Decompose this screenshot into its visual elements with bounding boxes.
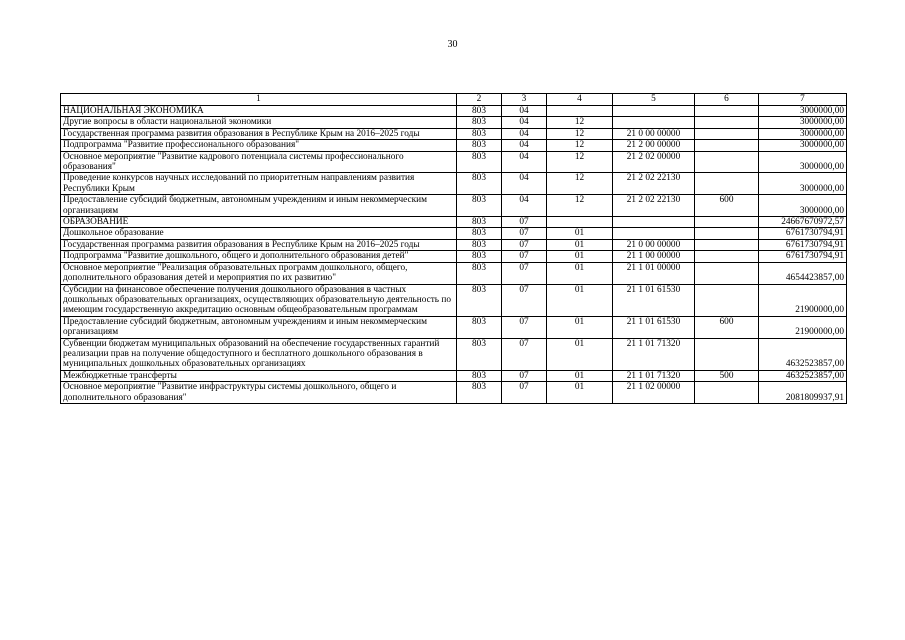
amount-cell: 4632523857,00 [759,370,847,381]
name-cell: Основное мероприятие "Развитие кадрового потенциала системы профессионального образования" [61,151,457,173]
name-cell: Подпрограмма "Развитие профессионального образования" [61,140,457,151]
expense-type-cell [695,382,759,404]
subsection-cell: 01 [547,370,613,381]
section-cell: 04 [502,106,547,117]
table-row [61,173,847,195]
expense-type-cell [695,117,759,128]
amount-cell: 3000000,00 [759,140,847,151]
section-cell: 04 [502,195,547,217]
header-row [61,94,847,106]
subsection-cell: 01 [547,338,613,370]
amount-cell: 6761730794,91 [759,228,847,239]
ved-cell: 803 [457,217,502,228]
name-cell: Дошкольное образование [61,228,457,239]
expense-type-cell [695,128,759,139]
amount-cell: 2081809937,91 [759,382,847,404]
subsection-cell: 01 [547,316,613,338]
target-article-cell: 21 2 02 00000 [613,151,695,173]
table-row [61,106,847,117]
expense-type-cell [695,106,759,117]
amount-cell: 4654423857,00 [759,262,847,284]
header-cell: 5 [613,94,695,106]
expense-type-cell: 600 [695,316,759,338]
table-row [61,251,847,262]
expense-type-cell: 600 [695,195,759,217]
section-cell: 07 [502,239,547,250]
section-cell: 07 [502,217,547,228]
table-row [61,239,847,250]
target-article-cell: 21 1 00 00000 [613,251,695,262]
ved-cell: 803 [457,106,502,117]
amount-cell: 6761730794,91 [759,251,847,262]
name-cell: Подпрограмма "Развитие дошкольного, общего и дополнительного образования детей" [61,251,457,262]
ved-cell: 803 [457,195,502,217]
subsection-cell: 01 [547,239,613,250]
target-article-cell [613,117,695,128]
table-row [61,382,847,404]
ved-cell: 803 [457,284,502,316]
target-article-cell [613,217,695,228]
amount-cell: 21900000,00 [759,316,847,338]
header-cell: 6 [695,94,759,106]
name-cell: Государственная программа развития образования в Республике Крым на 2016–2025 годы [61,128,457,139]
name-cell: Субсидии на финансовое обеспечение получения дошкольного образования в частных дошкольных образовательных организациях, осуществляющих образовательную деятельность по имеющим государственную аккредитацию основным общеобразовательным программам [61,284,457,316]
name-cell: Межбюджетные трансферты [61,370,457,381]
name-cell: Проведение конкурсов научных исследований по приоритетным направлениям развития Республики Крым [61,173,457,195]
expense-type-cell: 500 [695,370,759,381]
ved-cell: 803 [457,151,502,173]
name-cell: НАЦИОНАЛЬНАЯ ЭКОНОМИКА [61,106,457,117]
section-cell: 04 [502,173,547,195]
table-row [61,140,847,151]
amount-cell: 6761730794,91 [759,239,847,250]
target-article-cell: 21 0 00 00000 [613,239,695,250]
section-cell: 07 [502,251,547,262]
section-cell: 07 [502,284,547,316]
target-article-cell: 21 0 00 00000 [613,128,695,139]
target-article-cell: 21 2 00 00000 [613,140,695,151]
target-article-cell: 21 1 01 71320 [613,370,695,381]
name-cell: Основное мероприятие "Реализация образовательных программ дошкольного, общего, дополнительного образования детей и мероприятия по их развитию" [61,262,457,284]
header-cell: 2 [457,94,502,106]
section-cell: 04 [502,117,547,128]
expense-type-cell [695,262,759,284]
ved-cell: 803 [457,128,502,139]
amount-cell: 3000000,00 [759,173,847,195]
target-article-cell: 21 1 01 00000 [613,262,695,284]
subsection-cell: 01 [547,228,613,239]
table-row [61,151,847,173]
section-cell: 07 [502,228,547,239]
target-article-cell: 21 2 02 22130 [613,195,695,217]
section-cell: 07 [502,262,547,284]
name-cell: Государственная программа развития образования в Республике Крым на 2016–2025 годы [61,239,457,250]
ved-cell: 803 [457,239,502,250]
name-cell: Другие вопросы в области национальной экономики [61,117,457,128]
subsection-cell: 01 [547,382,613,404]
subsection-cell: 12 [547,117,613,128]
table-row [61,370,847,381]
subsection-cell: 12 [547,173,613,195]
expense-type-cell [695,239,759,250]
ved-cell: 803 [457,370,502,381]
table-row [61,117,847,128]
ved-cell: 803 [457,251,502,262]
expense-type-cell [695,140,759,151]
amount-cell: 3000000,00 [759,151,847,173]
section-cell: 07 [502,382,547,404]
expense-type-cell [695,284,759,316]
expense-type-cell [695,151,759,173]
name-cell: Субвенции бюджетам муниципальных образований на обеспечение государственных гарантий реализации прав на получение общедоступного и бесплатного дошкольного образования в муниципальных дошкольных образовательных организациях [61,338,457,370]
ved-cell: 803 [457,338,502,370]
expense-type-cell [695,338,759,370]
amount-cell: 24667670972,57 [759,217,847,228]
subsection-cell [547,106,613,117]
amount-cell: 3000000,00 [759,128,847,139]
section-cell: 04 [502,128,547,139]
subsection-cell: 01 [547,262,613,284]
ved-cell: 803 [457,382,502,404]
header-cell: 7 [759,94,847,106]
table-row [61,284,847,316]
section-cell: 07 [502,338,547,370]
ved-cell: 803 [457,316,502,338]
expense-type-cell [695,228,759,239]
subsection-cell: 12 [547,151,613,173]
subsection-cell: 01 [547,284,613,316]
name-cell: Предоставление субсидий бюджетным, автономным учреждениям и иным некоммерческим организациям [61,195,457,217]
target-article-cell: 21 2 02 22130 [613,173,695,195]
target-article-cell [613,228,695,239]
expense-type-cell [695,251,759,262]
table-row [61,338,847,370]
expense-type-cell [695,173,759,195]
table-row [61,128,847,139]
amount-cell: 3000000,00 [759,117,847,128]
header-cell: 3 [502,94,547,106]
subsection-cell [547,217,613,228]
ved-cell: 803 [457,117,502,128]
page-number: 30 [447,39,458,50]
name-cell: ОБРАЗОВАНИЕ [61,217,457,228]
target-article-cell [613,106,695,117]
table-row [61,228,847,239]
section-cell: 07 [502,370,547,381]
section-cell: 07 [502,316,547,338]
name-cell: Предоставление субсидий бюджетным, автономным учреждениям и иным некоммерческим организациям [61,316,457,338]
section-cell: 04 [502,140,547,151]
target-article-cell: 21 1 01 61530 [613,316,695,338]
ved-cell: 803 [457,173,502,195]
target-article-cell: 21 1 01 71320 [613,338,695,370]
subsection-cell: 01 [547,251,613,262]
table-row [61,262,847,284]
target-article-cell: 21 1 02 00000 [613,382,695,404]
header-cell: 4 [547,94,613,106]
ved-cell: 803 [457,228,502,239]
ved-cell: 803 [457,140,502,151]
amount-cell: 3000000,00 [759,106,847,117]
amount-cell: 3000000,00 [759,195,847,217]
subsection-cell: 12 [547,128,613,139]
section-cell: 04 [502,151,547,173]
budget-table [60,93,847,404]
header-cell: 1 [61,94,457,106]
table-row [61,217,847,228]
ved-cell: 803 [457,262,502,284]
subsection-cell: 12 [547,140,613,151]
table-row [61,316,847,338]
amount-cell: 21900000,00 [759,284,847,316]
name-cell: Основное мероприятие "Развитие инфраструктуры системы дошкольного, общего и дополнительного образования" [61,382,457,404]
table-row [61,195,847,217]
subsection-cell: 12 [547,195,613,217]
expense-type-cell [695,217,759,228]
target-article-cell: 21 1 01 61530 [613,284,695,316]
amount-cell: 4632523857,00 [759,338,847,370]
